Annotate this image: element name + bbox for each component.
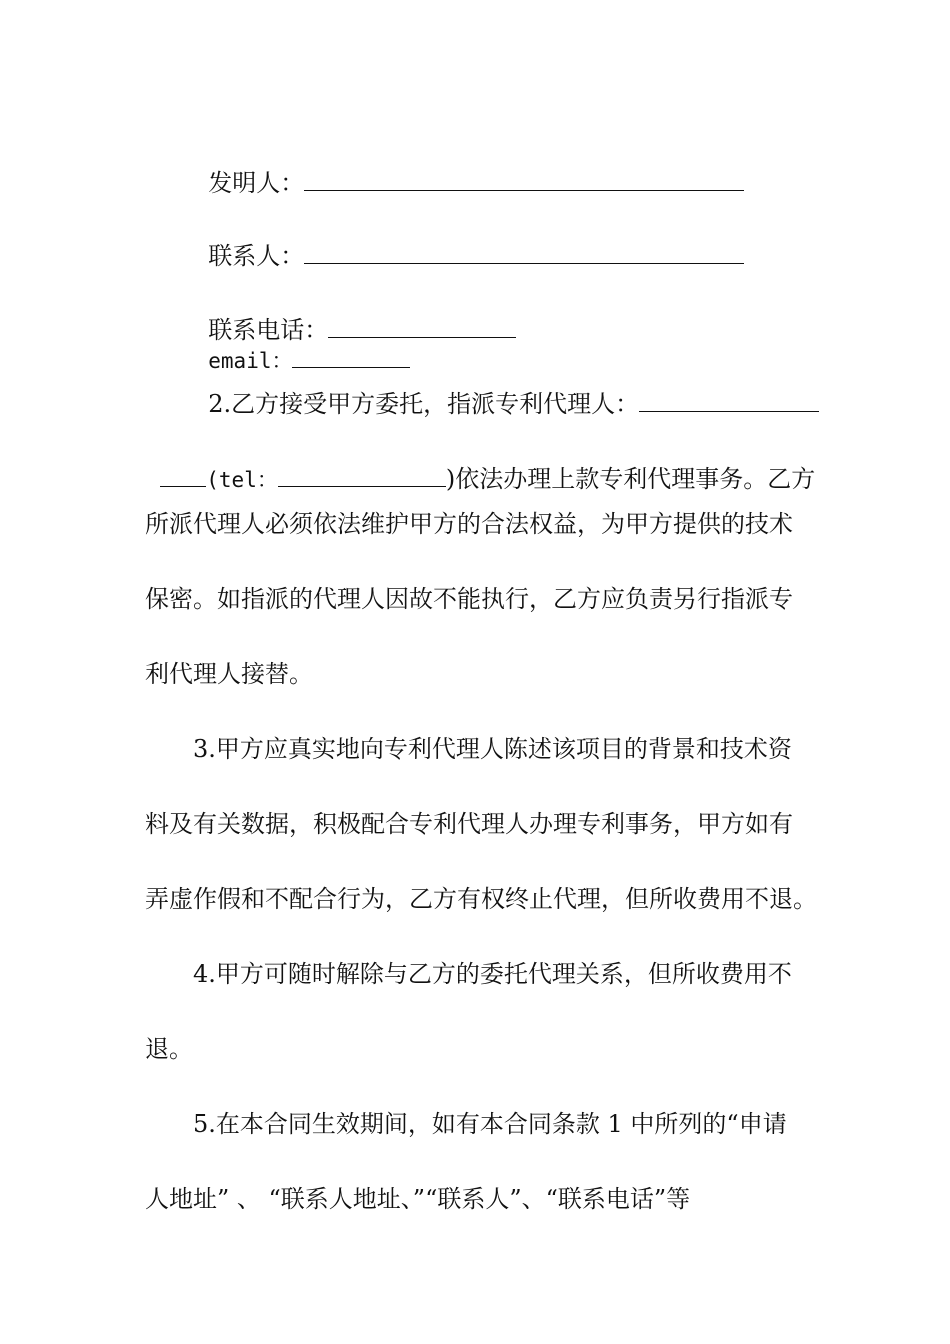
clause2-line3: 所派代理人必须依法维护甲方的合法权益，为甲方提供的技术 (145, 510, 793, 538)
tel-label: (tel： (206, 468, 278, 492)
clause2-text2: )依法办理上款专利代理事务。乙方 (445, 465, 816, 493)
clause2-line5: 利代理人接替。 (145, 660, 313, 688)
clause2-line2 (145, 434, 815, 495)
contact-blank[interactable] (304, 241, 744, 264)
contact-label: 联系人： (208, 242, 305, 270)
inventor-blank[interactable] (304, 168, 744, 191)
agent-blank-cont[interactable] (160, 464, 206, 487)
clause3-line2: 料及有关数据，积极配合专利代理人办理专利事务，甲方如有 (145, 810, 793, 838)
email-label: email： (208, 349, 293, 373)
clause4-line2: 退。 (145, 1035, 193, 1063)
clause5-line2: 人地址” 、 “联系人地址、”“联系人”、“联系电话”等 (145, 1185, 691, 1213)
clause2-line4: 保密。如指派的代理人因故不能执行，乙方应负责另行指派专 (145, 585, 793, 613)
clause4-line1: 4.甲方可随时解除与乙方的委托代理关系，但所收费用不 (193, 960, 792, 988)
clause2-line1 (193, 359, 819, 419)
clause3-line3: 弄虚作假和不配合行为，乙方有权终止代理，但所收费用不退。 (145, 885, 817, 913)
phone-label: 联系电话： (208, 316, 329, 344)
tel-blank[interactable] (278, 464, 446, 487)
clause2-text1: 2.乙方接受甲方委托，指派专利代理人： (208, 390, 640, 418)
agent-blank[interactable] (639, 389, 819, 412)
contact-line (193, 211, 744, 271)
inventor-label: 发明人： (208, 169, 305, 197)
phone-blank[interactable] (328, 315, 516, 338)
inventor-line (193, 138, 744, 198)
clause3-line1: 3.甲方应真实地向专利代理人陈述该项目的背景和技术资 (193, 735, 792, 763)
clause5-line1: 5.在本合同生效期间，如有本合同条款 1 中所列的“申请 (193, 1110, 787, 1138)
